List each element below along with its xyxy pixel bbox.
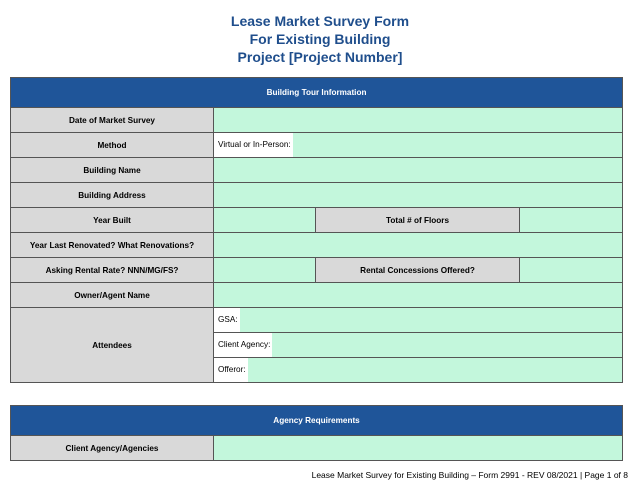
year-built-field[interactable]: [214, 208, 316, 233]
building-tour-table: [10, 77, 623, 383]
title-line-1: Lease Market Survey Form: [230, 13, 410, 29]
owner-agent-field[interactable]: [214, 283, 623, 308]
agency-requirements-table: [10, 405, 623, 461]
method-prefix: Virtual or In-Person:: [214, 133, 293, 157]
concessions-label: Rental Concessions Offered?: [316, 258, 520, 283]
method-label: Method: [11, 133, 214, 158]
year-renovated-field[interactable]: [214, 233, 623, 258]
total-floors-field[interactable]: [520, 208, 623, 233]
attendees-label: Attendees: [11, 308, 214, 383]
building-address-label: Building Address: [11, 183, 214, 208]
form-title: [0, 12, 640, 66]
method-field[interactable]: [214, 133, 623, 158]
gsa-attendee-field[interactable]: [214, 308, 623, 333]
total-floors-label: Total # of Floors: [316, 208, 520, 233]
owner-agent-label: Owner/Agent Name: [11, 283, 214, 308]
date-of-survey-field[interactable]: [214, 108, 623, 133]
building-address-field[interactable]: [214, 183, 623, 208]
offeror-prefix: Offeror:: [214, 358, 248, 382]
agency-requirements-header: Agency Requirements: [11, 406, 623, 436]
building-name-label: Building Name: [11, 158, 214, 183]
title-line-2: For Existing Building: [249, 31, 391, 47]
building-tour-header: Building Tour Information: [11, 78, 623, 108]
offeror-attendee-field[interactable]: [214, 358, 623, 383]
concessions-field[interactable]: [520, 258, 623, 283]
date-of-survey-label: Date of Market Survey: [11, 108, 214, 133]
client-agency-attendee-field[interactable]: [214, 333, 623, 358]
client-agency-field[interactable]: [214, 436, 623, 461]
title-line-3: Project [Project Number]: [237, 49, 403, 65]
client-agency-label: Client Agency/Agencies: [11, 436, 214, 461]
building-name-field[interactable]: [214, 158, 623, 183]
asking-rent-label: Asking Rental Rate? NNN/MG/FS?: [11, 258, 214, 283]
page-footer: Lease Market Survey for Existing Building – Form 2991 - REV 08/2021 | Page 1 of 8: [311, 470, 628, 480]
gsa-prefix: GSA:: [214, 308, 240, 332]
year-renovated-label: Year Last Renovated? What Renovations?: [11, 233, 214, 258]
client-agency-prefix: Client Agency:: [214, 333, 272, 357]
asking-rent-field[interactable]: [214, 258, 316, 283]
year-built-label: Year Built: [11, 208, 214, 233]
